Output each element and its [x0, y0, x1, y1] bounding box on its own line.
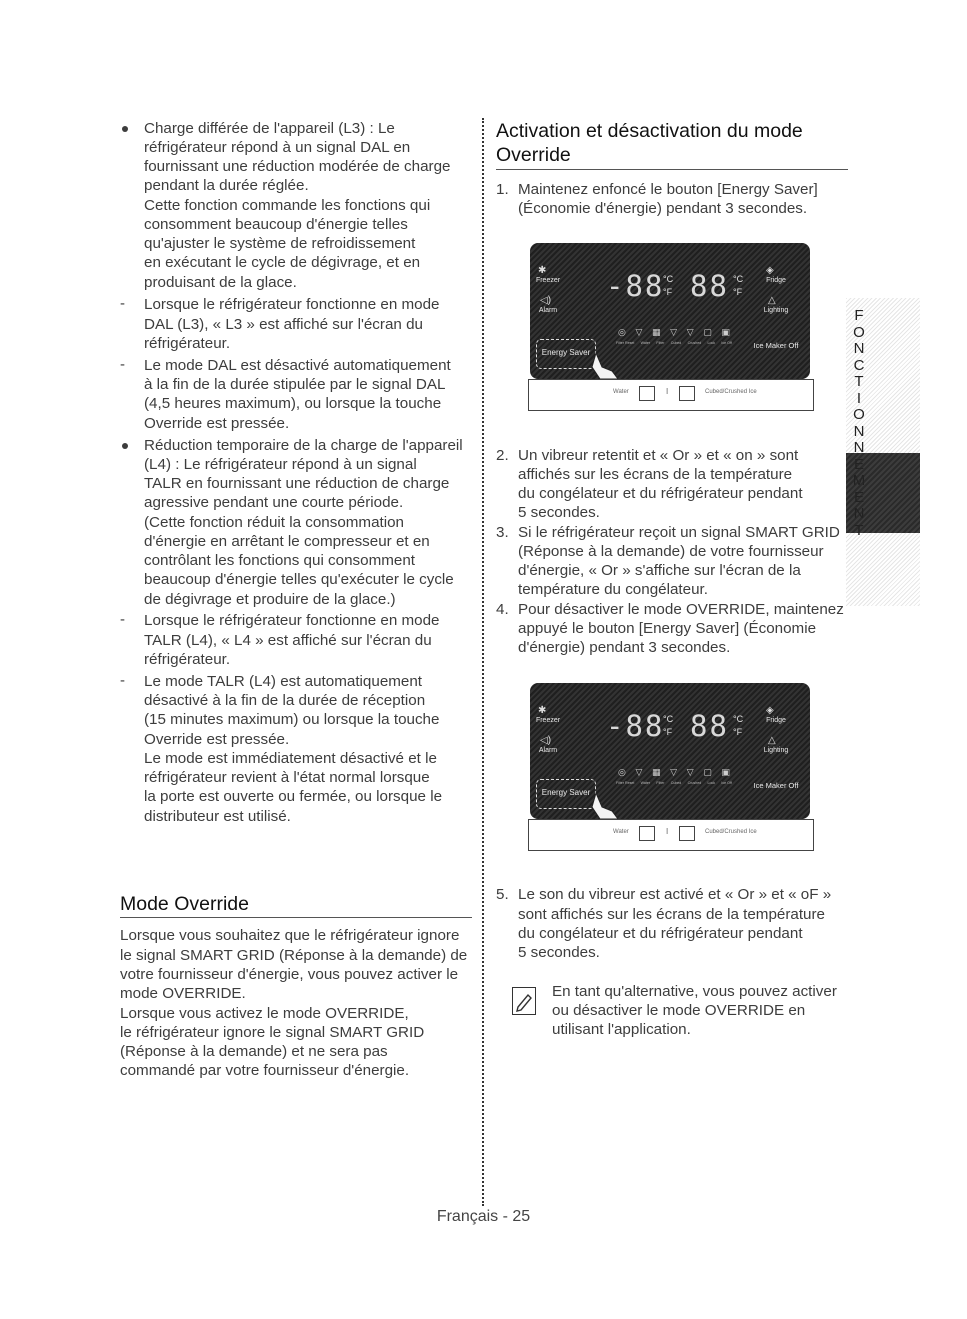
text-line: 5 secondes.	[518, 944, 600, 961]
text-line: (Réponse à la demande) et ne sera pas	[120, 1043, 388, 1060]
lamp-icon: △	[768, 735, 776, 746]
mini-label: Water	[640, 781, 651, 785]
text-line: de dégivrage et produire de la glace.)	[144, 591, 396, 608]
text-line: DAL (L3), « L3 » est affiché sur l'écran du	[144, 316, 423, 333]
text-line: Lorsque vous activez le mode OVERRIDE,	[120, 1005, 409, 1022]
unit-c: °C	[733, 274, 744, 284]
function-icons	[618, 767, 730, 778]
energy-saver-label: Energy Saver	[541, 788, 591, 797]
text-line: Le mode TALR (L4) est automatiquement	[144, 673, 423, 690]
mini-label: Filter	[656, 781, 665, 785]
text-line: pendant la durée réglée.	[144, 177, 309, 194]
text-line: le réfrigérateur ignore le signal SMART GRID	[120, 1024, 425, 1041]
text-line: Réduction temporaire de la charge de l'appareil	[144, 437, 463, 454]
step-number: 5.	[496, 886, 509, 903]
activation-heading-line2: Override	[496, 144, 571, 166]
energy-saver-label: Energy Saver	[541, 348, 591, 357]
cubed-ice-icon: ▦	[652, 327, 661, 337]
text-line: réfrigérateur répond à un signal DAL en	[144, 139, 411, 156]
bullet-marker	[122, 443, 128, 449]
mini-label: Ice Off	[721, 781, 732, 785]
ice-maker-off-label: Ice Maker Off	[753, 781, 799, 790]
text-line: votre fournisseur d'énergie, vous pouvez activer le	[120, 966, 459, 983]
text-line: ou désactiver le mode OVERRIDE en	[552, 1002, 806, 1019]
unit-f: °F	[733, 727, 743, 737]
function-icons	[618, 327, 730, 338]
freezer-temp-display: -88	[606, 709, 665, 743]
mini-label: Filter	[656, 341, 665, 345]
water-button[interactable]	[639, 826, 655, 841]
step-number: 4.	[496, 601, 509, 618]
text-line: produisant de la glace.	[144, 274, 297, 291]
text-line: 5 secondes.	[518, 504, 600, 521]
ice-button[interactable]	[679, 386, 695, 401]
text-line: réfrigérateur.	[144, 651, 231, 668]
text-line: Si le réfrigérateur reçoit un signal SMART GRID	[518, 524, 840, 541]
cubed-crushed-label: Cubed/Crushed Ice	[705, 829, 757, 835]
text-line: la porte est ouverte ou fermée, ou lorsque le	[144, 788, 443, 805]
column-divider	[482, 118, 484, 1206]
lighting-label: Lighting	[763, 747, 789, 754]
text-line: Cette fonction commande les fonctions qui	[144, 197, 431, 214]
cubed-crushed-label: Cubed/Crushed Ice	[705, 389, 757, 395]
water-icon: ◎	[618, 327, 626, 337]
text-line: d'énergie) pendant 3 secondes.	[518, 639, 731, 656]
ice-button[interactable]	[679, 826, 695, 841]
dash-marker: -	[120, 611, 125, 628]
mini-label: Lock	[707, 341, 716, 345]
text-line: affichés sur les écrans de la température	[518, 466, 793, 483]
fridge-icon: ◈	[766, 705, 774, 716]
unit-f: °F	[733, 287, 743, 297]
text-line: désactivé à la fin de la durée de réception	[144, 692, 426, 709]
crushed-ice-icon: ▽	[670, 327, 678, 337]
text-line: d'énergie, « Or » s'affiche sur l'écran de la	[518, 562, 801, 579]
freezer-label: Freezer	[535, 277, 561, 284]
text-line: (Cette fonction réduit la consommation	[144, 514, 405, 531]
function-labels	[616, 341, 732, 345]
text-line: TALR (L4), « L4 » est affiché sur l'écran du	[144, 632, 432, 649]
text-line: distributeur est utilisé.	[144, 808, 291, 825]
text-line: Le son du vibreur est activé et « Or » et « oF »	[518, 886, 832, 903]
mini-label: Ice Off	[721, 341, 732, 345]
text-line: Le mode est immédiatement désactivé et le	[144, 750, 437, 767]
text-line: réfrigérateur.	[144, 335, 231, 352]
dash-marker: -	[120, 356, 125, 373]
text-line: Override est pressée.	[144, 731, 290, 748]
activation-heading-line1: Activation et désactivation du mode	[496, 120, 803, 142]
chapter-tab-label: F O N C T I O N N E M E N T	[852, 307, 866, 539]
fridge-icon: ◈	[766, 265, 774, 276]
text-line: d'énergie en arrêtant le compresseur et en	[144, 533, 430, 550]
text-line: beaucoup d'énergie telles qu'exécuter le cycle	[144, 571, 454, 588]
text-line: Le mode DAL est désactivé automatiquement	[144, 357, 451, 374]
text-line: TALR en fournissant une réduction de charge	[144, 475, 450, 492]
lock-icon: ▢	[703, 327, 712, 337]
text-line: sont affichés sur les écrans de la température	[518, 906, 826, 923]
mode-override-heading: Mode Override	[120, 893, 249, 915]
unit-f: °F	[663, 287, 673, 297]
text-line: Override est pressée.	[144, 415, 290, 432]
text-line: (4,5 heures maximum), ou lorsque la touche	[144, 395, 442, 412]
bullet-marker	[122, 126, 128, 132]
cubed-ice-icon: ▦	[652, 767, 661, 777]
text-line: à la fin de la durée stipulée par le signal DAL	[144, 376, 446, 393]
text-line: appuyé le bouton [Energy Saver] (Économie	[518, 620, 817, 637]
speaker-icon: ◁)	[540, 735, 552, 746]
heading-rule	[496, 169, 848, 170]
text-line: température du congélateur.	[518, 581, 708, 598]
step-number: 3.	[496, 524, 509, 541]
text-line: (15 minutes maximum) ou lorsque la touche	[144, 711, 440, 728]
text-line: en exécutant le cycle de dégivrage, et en	[144, 254, 421, 271]
water-icon: ◎	[618, 767, 626, 777]
mini-label: Filter Reset	[616, 341, 635, 345]
strip-separator: I	[666, 827, 669, 836]
freezer-temp-display: -88	[606, 269, 665, 303]
speaker-icon: ◁)	[540, 295, 552, 306]
fridge-temp-display: 88	[690, 269, 729, 303]
text-line: contrôlant les fonctions qui consomment	[144, 552, 415, 569]
fridge-label: Fridge	[766, 717, 786, 724]
water-button[interactable]	[639, 386, 655, 401]
text-line: utilisant l'application.	[552, 1021, 691, 1038]
tab-hatch	[846, 533, 920, 606]
filter-icon: ▽	[635, 767, 643, 777]
strip-separator: I	[666, 387, 669, 396]
energy-saver-button[interactable]	[536, 339, 596, 369]
mini-label: Crushed	[687, 781, 702, 785]
filter-icon: ▽	[635, 327, 643, 337]
text-line: (Économie d'énergie) pendant 3 secondes.	[518, 200, 808, 217]
alarm-label: Alarm	[538, 307, 558, 314]
hand-pointer-icon	[588, 351, 628, 381]
control-panel-illustration	[530, 683, 810, 819]
mini-label: Water	[640, 341, 651, 345]
ice-off-icon: ▣	[721, 767, 730, 777]
mini-label: Cubed	[670, 341, 682, 345]
text-line: Lorsque le réfrigérateur fonctionne en mode	[144, 612, 440, 629]
text-line: commandé par votre fournisseur d'énergie.	[120, 1062, 410, 1079]
text-line: (L4) : Le réfrigérateur répond à un signal	[144, 456, 417, 473]
energy-saver-button[interactable]	[536, 779, 596, 809]
ice-off-icon: ▣	[721, 327, 730, 337]
text-line: mode OVERRIDE.	[120, 985, 246, 1002]
freezer-label: Freezer	[535, 717, 561, 724]
text-line: le signal SMART GRID (Réponse à la demande) de	[120, 947, 468, 964]
water-label: Water	[613, 829, 629, 835]
text-line: En tant qu'alternative, vous pouvez activer	[552, 983, 837, 1000]
control-panel-illustration	[530, 243, 810, 379]
page-footer: Français - 25	[436, 1208, 531, 1225]
unit-c: °C	[663, 274, 674, 284]
text-line: Maintenez enfoncé le bouton [Energy Saver]	[518, 181, 818, 198]
text-line: fournissant une réduction modérée de charge	[144, 158, 451, 175]
mini-label: Lock	[707, 781, 716, 785]
step-number: 2.	[496, 447, 509, 464]
text-line: du congélateur et du réfrigérateur pendant	[518, 925, 803, 942]
snowflake-icon: ✱	[538, 265, 547, 276]
fridge-label: Fridge	[766, 277, 786, 284]
unit-c: °C	[733, 714, 744, 724]
text-line: Un vibreur retentit et « Or » et « on » sont	[518, 447, 799, 464]
dispenser-strip	[528, 379, 814, 411]
water-label: Water	[613, 389, 629, 395]
lock-icon: ▢	[703, 767, 712, 777]
ice-maker-off-label: Ice Maker Off	[753, 341, 799, 350]
text-line: du congélateur et du réfrigérateur pendant	[518, 485, 803, 502]
text-line: qu'ajuster le système de refroidissement	[144, 235, 416, 252]
text-line: réfrigérateur revient à l'état normal lorsque	[144, 769, 430, 786]
note-icon	[512, 987, 536, 1015]
dash-marker: -	[120, 672, 125, 689]
dispenser-strip	[528, 819, 814, 851]
hand-pointer-icon	[588, 791, 628, 821]
crushed-ice-icon: ▽	[670, 767, 678, 777]
text-line: consomment beaucoup d'énergie telles	[144, 216, 408, 233]
text-line: Pour désactiver le mode OVERRIDE, maintenez	[518, 601, 844, 618]
water-dispense-icon: ▽	[686, 767, 694, 777]
function-labels	[616, 781, 732, 785]
lighting-label: Lighting	[763, 307, 789, 314]
heading-rule	[120, 917, 472, 918]
text-line: agressive pendant une courte période.	[144, 494, 404, 511]
text-line: Charge différée de l'appareil (L3) : Le	[144, 120, 395, 137]
step-number: 1.	[496, 181, 509, 198]
fridge-temp-display: 88	[690, 709, 729, 743]
water-dispense-icon: ▽	[686, 327, 694, 337]
lamp-icon: △	[768, 295, 776, 306]
snowflake-icon: ✱	[538, 705, 547, 716]
alarm-label: Alarm	[538, 747, 558, 754]
mini-label: Cubed	[670, 781, 682, 785]
text-line: (Réponse à la demande) de votre fournisseur	[518, 543, 824, 560]
dash-marker: -	[120, 295, 125, 312]
unit-c: °C	[663, 714, 674, 724]
text-line: Lorsque vous souhaitez que le réfrigérateur ignore	[120, 927, 460, 944]
unit-f: °F	[663, 727, 673, 737]
text-line: Lorsque le réfrigérateur fonctionne en mode	[144, 296, 440, 313]
mini-label: Crushed	[687, 341, 702, 345]
mini-label: Filter Reset	[616, 781, 635, 785]
